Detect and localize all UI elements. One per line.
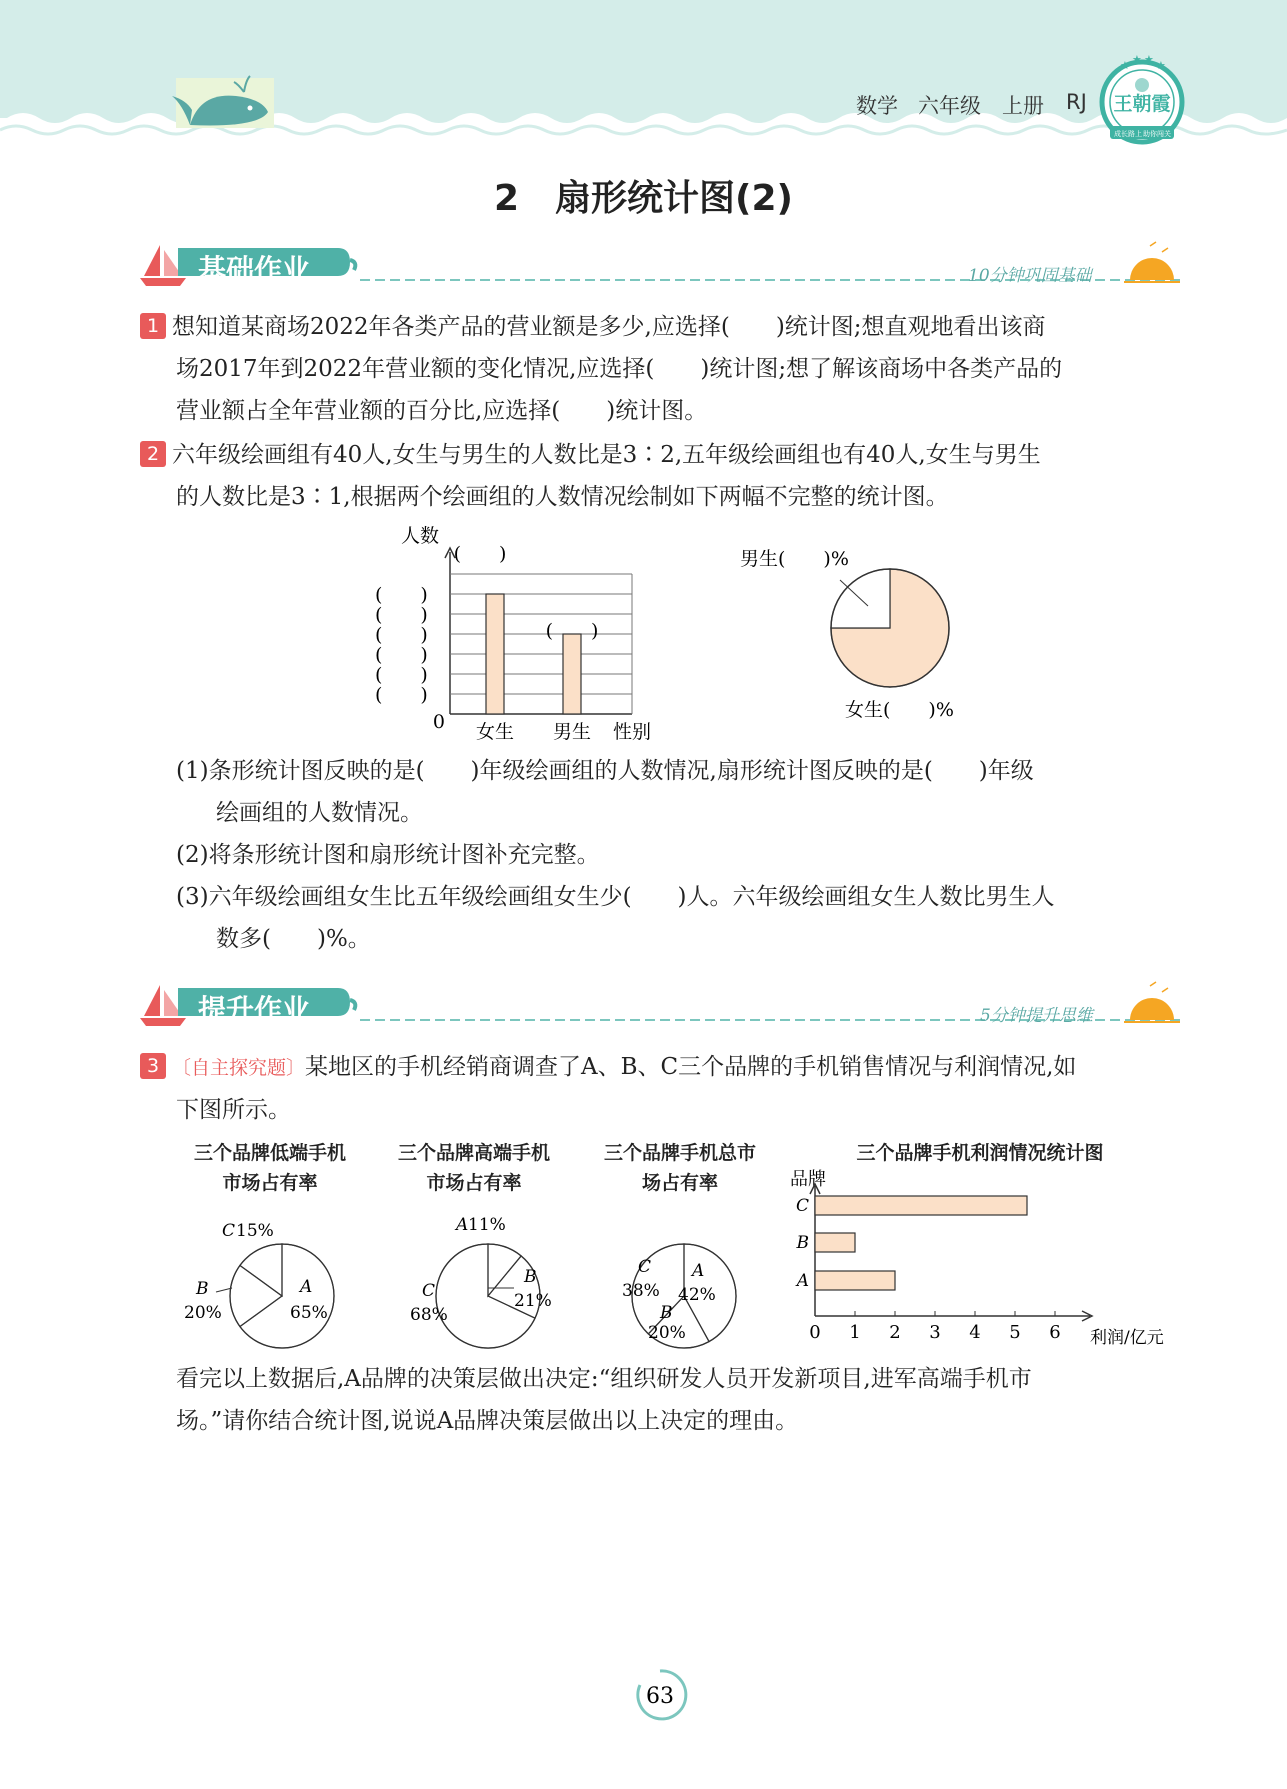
question-2 [140, 434, 1180, 518]
hbar-C [815, 1196, 1027, 1215]
hbar-ylabel: 品牌 [790, 1169, 826, 1190]
brand-text: 王朝霞 [1113, 93, 1171, 115]
section-label-advanced: 提升作业 [198, 993, 311, 1026]
svg-text:★: ★ [1132, 53, 1142, 66]
pie2-label-b: B [524, 1267, 537, 1287]
q2-sub-1b: 绘画组的人数情况。 [216, 800, 423, 826]
hbar-cat-label: B [796, 1233, 809, 1253]
page-title: 2 扇形统计图(2) [493, 178, 793, 219]
pie2-label-c: C [422, 1281, 436, 1301]
q2-subquestions [176, 750, 1176, 960]
q2-bar-chart [370, 522, 670, 747]
hbar-xlabel: 利润/亿元 [1090, 1328, 1164, 1348]
question-number: 3 [140, 1053, 166, 1079]
edition-label: RJ [1066, 90, 1087, 114]
q1-line-2: 场2017年到2022年营业额的变化情况,应选择( )统计图;想了解该商场中各类产品的 [176, 356, 1063, 382]
origin-label: 0 [432, 711, 445, 733]
svg-text:★: ★ [1120, 59, 1130, 72]
bar-blank-boy: ( ) [545, 620, 599, 642]
q2-sub-2: (2)将条形统计图和扇形统计图补充完整。 [176, 842, 600, 868]
page-number-badge [630, 1665, 690, 1725]
pie1-value-b: 20% [184, 1303, 222, 1323]
q3-profit-bar-chart [790, 1160, 1180, 1350]
q3-pie-charts [170, 1200, 790, 1360]
x-tick-label: 6 [1049, 1322, 1061, 1343]
hbar-title: 三个品牌手机利润情况统计图 [856, 1142, 1104, 1164]
bar-xlabel: 性别 [612, 721, 652, 743]
page-number: 63 [646, 1684, 674, 1709]
y-tick-blank: ( ) [375, 604, 428, 626]
sunset-icon [1124, 982, 1180, 1022]
hbar-B [815, 1233, 855, 1252]
x-tick-label: 2 [889, 1322, 901, 1343]
cat-label-boy: 男生 [552, 721, 592, 743]
pie3-label-b: B [660, 1303, 673, 1323]
x-tick-label: 1 [849, 1322, 861, 1343]
pie2-label-a: A [456, 1215, 469, 1235]
pie1-label-c: C [222, 1221, 236, 1241]
bar-ylabel: 人数 [400, 525, 440, 547]
q1-line-1: 想知道某商场2022年各类产品的营业额是多少,应选择( )统计图;想直观地看出该商 [172, 314, 1046, 340]
hbar-A [815, 1271, 895, 1290]
pie1-label-b: B [196, 1279, 209, 1299]
q2-line-1: 六年级绘画组有40人,女生与男生的人数比是3∶2,五年级绘画组也有40人,女生与男生 [172, 442, 1041, 468]
pie3-value-a: 42% [678, 1285, 716, 1305]
q3-followup [176, 1358, 1186, 1442]
section-label-basic: 基础作业 [198, 253, 311, 286]
pie3-value-c: 38% [622, 1281, 660, 1301]
pie1-label-a: A [300, 1277, 313, 1297]
svg-text:★: ★ [1144, 53, 1154, 66]
bar-女生 [486, 594, 504, 714]
pie3-label-c: C [638, 1257, 652, 1277]
hbar-cat-label: A [796, 1271, 809, 1291]
question-1 [140, 306, 1180, 432]
svg-text:成长路上: 成长路上 [1114, 130, 1142, 138]
whale-icon [172, 76, 274, 128]
question-number: 1 [140, 313, 166, 339]
sunset-icon [1124, 242, 1180, 282]
q3-line-1: 某地区的手机经销商调查了A、B、C三个品牌的手机销售情况与利润情况,如 [305, 1054, 1077, 1080]
pie2-title: 三个品牌高端手机 市场占有率 [397, 1142, 550, 1194]
pie2-value-b: 21% [514, 1291, 552, 1311]
q2-line-2: 的人数比是3∶1,根据两个绘画组的人数情况绘制如下两幅不完整的统计图。 [176, 484, 949, 510]
question-number: 2 [140, 441, 166, 467]
q2-sub-3b: 数多( )%。 [216, 926, 371, 952]
q3-tag: 〔自主探究题〕 [172, 1057, 306, 1079]
x-tick-label: 0 [809, 1322, 821, 1343]
pie1-value-c: 15% [236, 1221, 274, 1241]
q2-sub-1a: (1)条形统计图反映的是( )年级绘画组的人数情况,扇形统计图反映的是( )年级 [176, 758, 1034, 784]
bar-男生 [563, 634, 581, 714]
grade-label: 六年级 [918, 94, 981, 118]
y-tick-blank: ( ) [375, 684, 428, 706]
y-tick-blank: ( ) [375, 584, 428, 606]
q2-pie-chart [730, 540, 1010, 730]
bar-blank-girl: ( ) [453, 543, 507, 565]
y-tick-blank: ( ) [375, 644, 428, 666]
hbar-cat-label: C [795, 1196, 809, 1216]
q2-sub-3a: (3)六年级绘画组女生比五年级绘画组女生少( )人。六年级绘画组女生人数比男生人 [176, 884, 1055, 910]
pie-girl-label: 女生( )% [845, 699, 954, 721]
section-sub-basic: 10分钟巩固基础 [968, 266, 1092, 286]
pie1-title: 三个品牌低端手机 市场占有率 [193, 1142, 346, 1194]
y-tick-blank: ( ) [375, 624, 428, 646]
y-tick-blank: ( ) [375, 664, 428, 686]
svg-text:助你闯关: 助你闯关 [1143, 130, 1171, 138]
header-banner [0, 0, 1287, 150]
cat-label-girl: 女生 [475, 721, 515, 743]
pie2-value-c: 68% [410, 1305, 448, 1325]
subject-label: 数学 [856, 94, 898, 118]
question-3 [140, 1046, 1180, 1131]
pie2-value-a: 11% [468, 1215, 506, 1235]
x-tick-label: 5 [1009, 1322, 1021, 1343]
section-sub-advanced: 5分钟提升思维 [980, 1006, 1093, 1026]
q3-after-line-2: 场。”请你结合统计图,说说A品牌决策层做出以上决定的理由。 [176, 1408, 799, 1434]
q3-line-2: 下图所示。 [176, 1097, 291, 1123]
x-tick-label: 4 [969, 1322, 981, 1343]
pie3-label-a: A [692, 1261, 705, 1281]
pie-boy-label: 男生( )% [740, 548, 849, 570]
pie3-title: 三个品牌手机总市 场占有率 [603, 1142, 756, 1194]
pie-low-end [230, 1244, 334, 1348]
volume-label: 上册 [1002, 94, 1044, 118]
svg-text:★: ★ [1156, 59, 1166, 72]
x-tick-label: 3 [929, 1322, 941, 1343]
pie3-value-b: 20% [648, 1323, 686, 1343]
pie1-value-a: 65% [290, 1303, 328, 1323]
q1-line-3: 营业额占全年营业额的百分比,应选择( )统计图。 [176, 398, 708, 424]
q3-after-line-1: 看完以上数据后,A品牌的决策层做出决定:“组织研发人员开发新项目,进军高端手机市 [176, 1366, 1032, 1392]
